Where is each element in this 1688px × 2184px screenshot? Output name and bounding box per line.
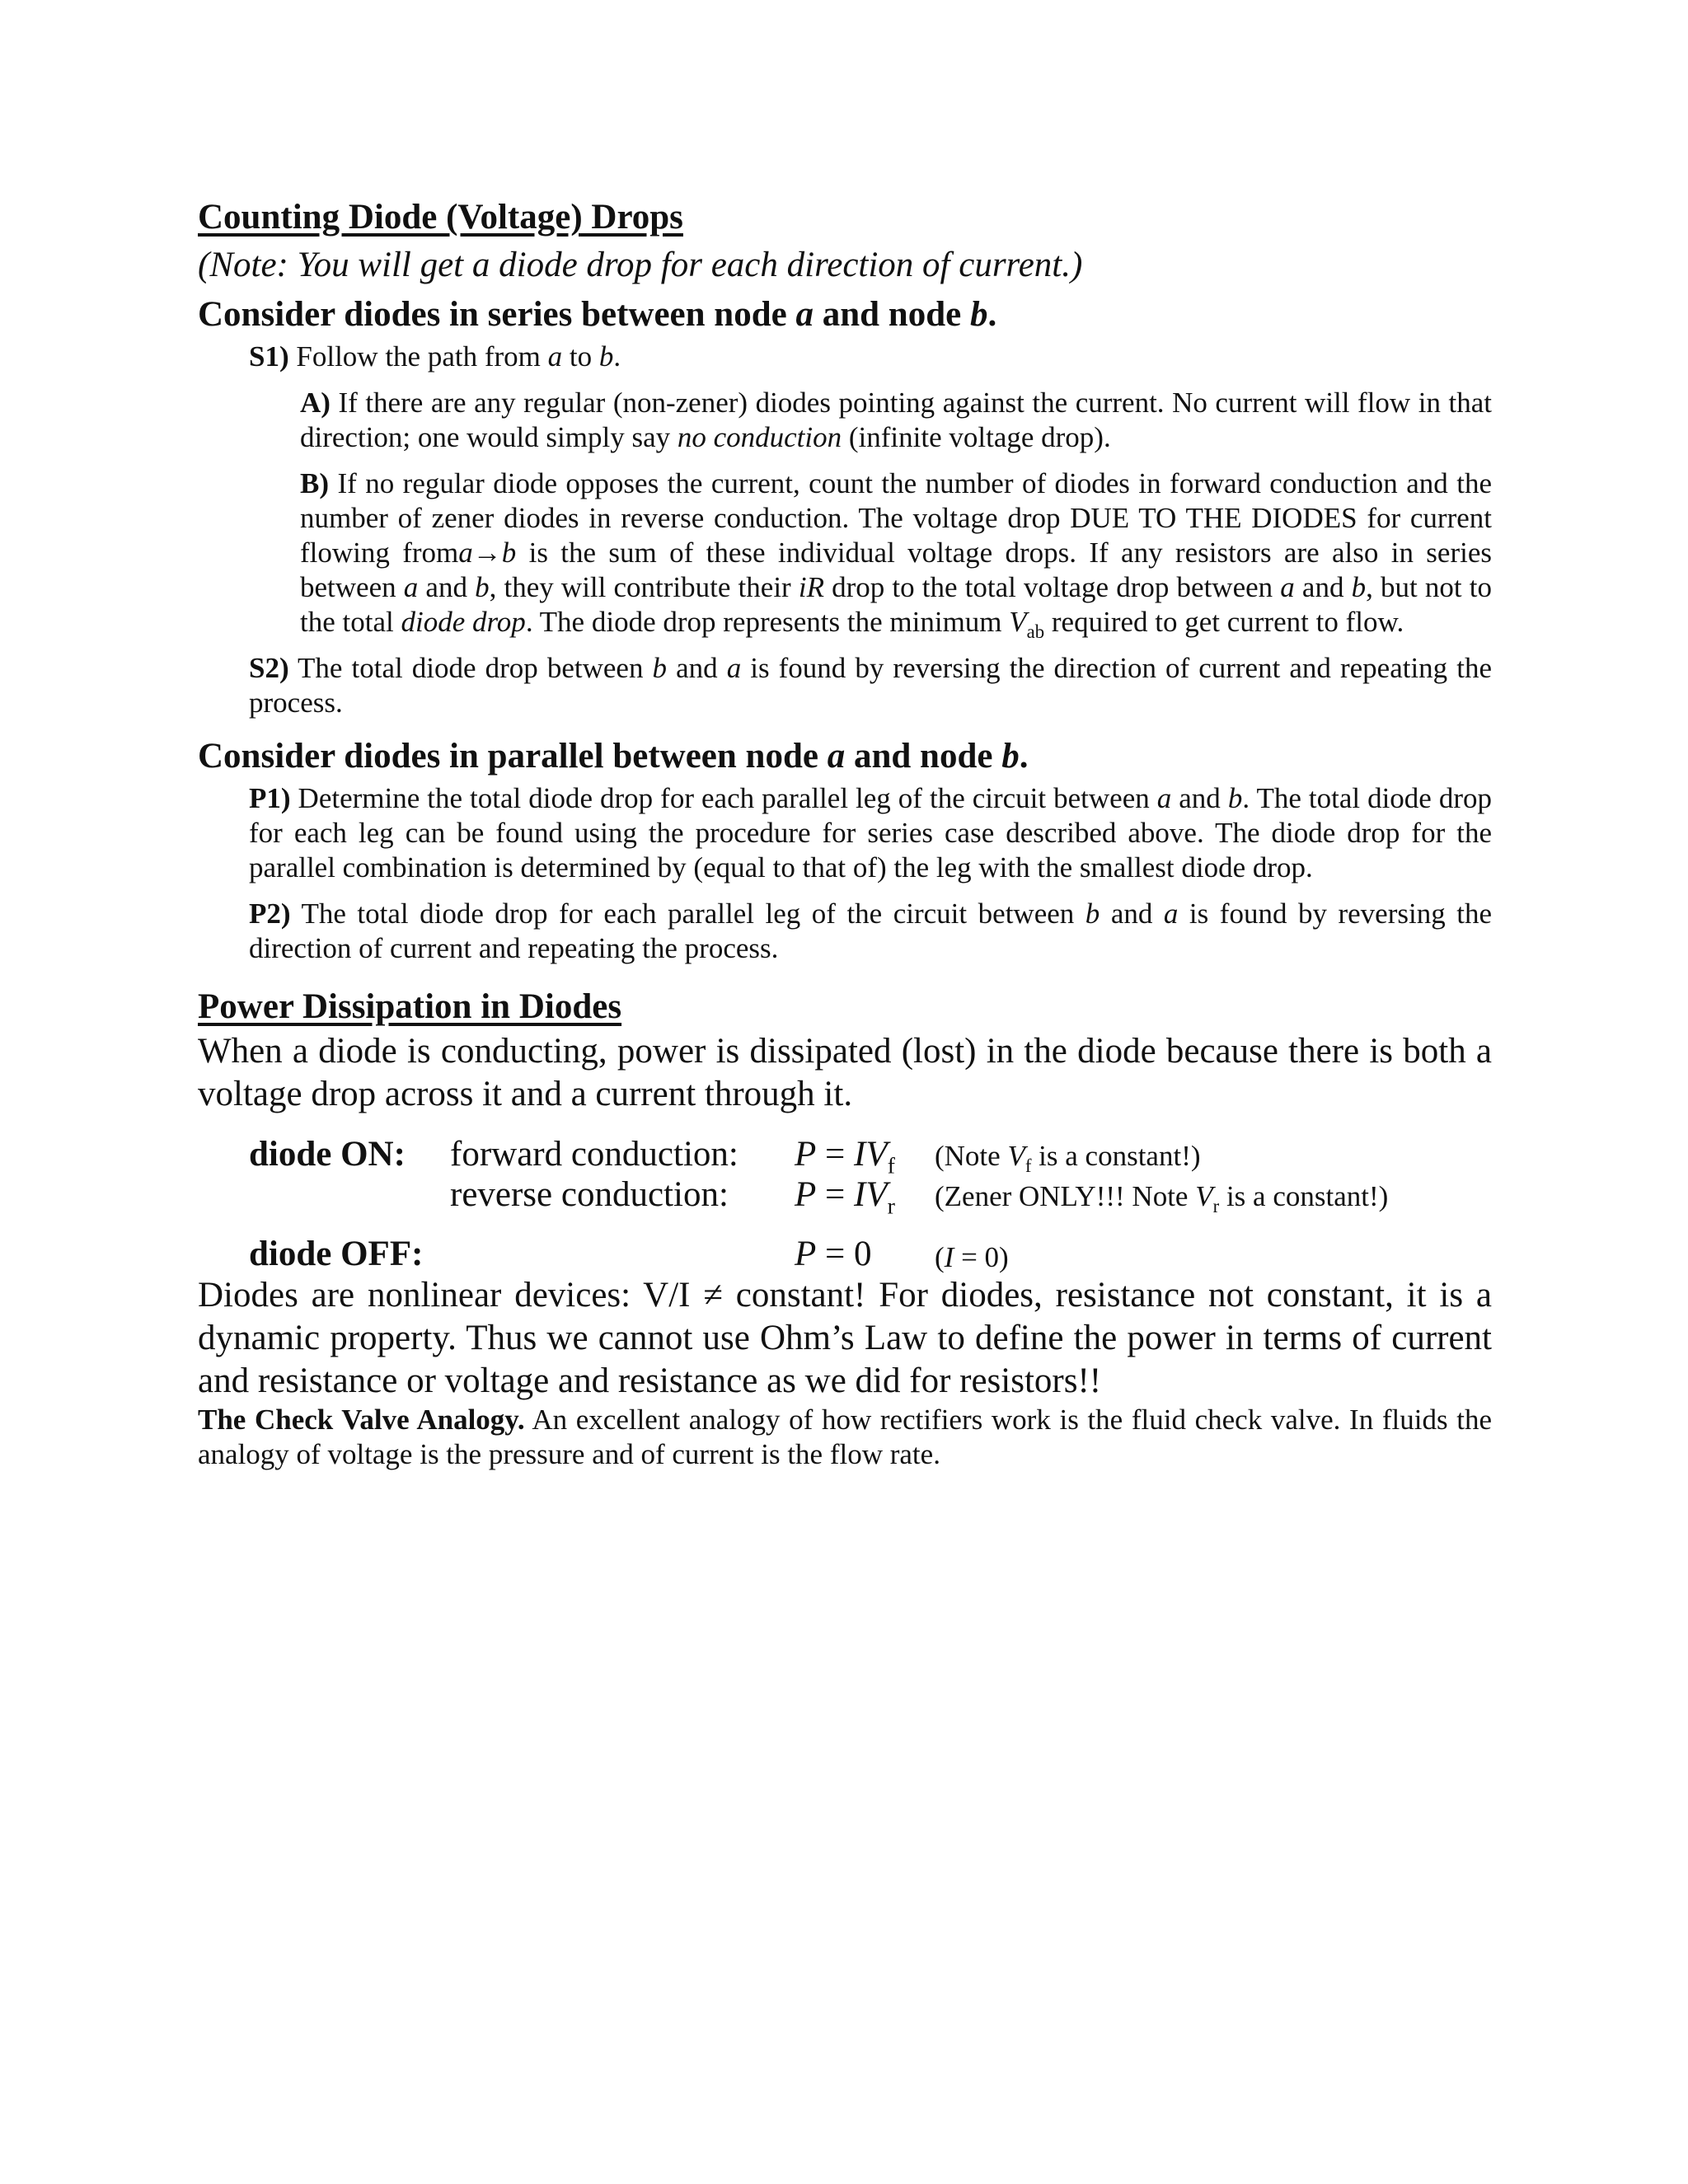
check-valve-paragraph xyxy=(198,1403,1492,1472)
step-label: P1) xyxy=(249,782,291,814)
step-text: is found by reversing the direction of current and repeating the process. xyxy=(249,652,1493,719)
emphasis-no-conduction: no conduction xyxy=(677,421,842,453)
nonlinear-paragraph: Diodes are nonlinear devices: V/I ≠ constant! For diodes, resistance not constant, it is a dynamic property. Thus we cannot use Ohm’s Law to define the power in terms of current and resistance or voltage and resistance as we did for resistors!! xyxy=(198,1276,1492,1400)
step-text: and xyxy=(1294,571,1352,603)
step-text: and xyxy=(418,571,476,603)
node-a: a xyxy=(795,295,814,334)
var-a: a xyxy=(726,652,742,684)
step-label: P2) xyxy=(249,898,291,930)
note-text: is a constant!) xyxy=(1031,1140,1201,1172)
var-a: a xyxy=(547,340,563,373)
step-label: S2) xyxy=(249,652,289,684)
var-v: V xyxy=(865,1175,888,1214)
node-b: b xyxy=(969,295,988,334)
step-b xyxy=(198,466,1492,640)
var-v: V xyxy=(865,1135,888,1174)
diode-on-label: diode ON: xyxy=(249,1135,406,1174)
subscript-r: r xyxy=(1212,1196,1220,1216)
var-i: I xyxy=(854,1175,866,1214)
step-text: If there are any regular (non-zener) diodes pointing against the current. No current will flow in that direction; one would simply say xyxy=(300,387,1492,453)
subscript-f: f xyxy=(887,1153,895,1179)
subscript-r: r xyxy=(887,1193,895,1220)
section-title-counting-diode-drops: Counting Diode (Voltage) Drops xyxy=(198,198,683,237)
var-a: a xyxy=(1156,782,1172,814)
step-text: required to get current to flow. xyxy=(1044,606,1404,638)
note-diode-drop-direction: (Note: You will get a diode drop for each direction of current.) xyxy=(198,246,1083,284)
step-text: , they will contribute their xyxy=(489,571,799,603)
note-text: (Note xyxy=(935,1140,1008,1172)
note-text: (Zener ONLY!!! Note xyxy=(935,1180,1196,1212)
var-a: a xyxy=(1280,571,1295,603)
heading-text: Consider diodes in series between node xyxy=(198,295,796,334)
heading-text: and node xyxy=(813,295,970,334)
section-title-power-dissipation: Power Dissipation in Diodes xyxy=(198,987,622,1026)
var-b: b xyxy=(1227,782,1243,814)
heading-text: and node xyxy=(845,737,1002,776)
node-b: b xyxy=(1001,737,1020,776)
step-text: . The diode drop represents the minimum xyxy=(525,606,1010,638)
var-p: P xyxy=(795,1235,817,1273)
var-p: P xyxy=(795,1175,817,1214)
step-p2 xyxy=(198,897,1492,966)
reverse-note xyxy=(935,1174,1388,1215)
step-text: to xyxy=(562,340,599,373)
forward-equation xyxy=(795,1134,935,1179)
var-v: V xyxy=(1195,1180,1213,1212)
note-text: ( xyxy=(935,1241,945,1273)
node-a: a xyxy=(827,737,846,776)
emphasis-diode-drop: diode drop xyxy=(401,606,526,638)
step-text: and xyxy=(667,652,727,684)
off-equation xyxy=(795,1215,935,1274)
reverse-conduction-label: reverse conduction: xyxy=(450,1175,729,1214)
equation-row-off xyxy=(249,1215,1388,1274)
subscript-ab: ab xyxy=(1026,621,1045,642)
var-i: I xyxy=(854,1135,866,1174)
equation-row-forward xyxy=(249,1134,1388,1174)
reverse-equation xyxy=(795,1174,935,1220)
step-text: The total diode drop between xyxy=(288,652,653,684)
diode-off-label: diode OFF: xyxy=(249,1235,424,1273)
equals: = xyxy=(816,1175,855,1214)
step-text: and xyxy=(1171,782,1228,814)
var-ir: iR xyxy=(798,571,824,603)
var-v: V xyxy=(1007,1140,1025,1172)
step-text: The total diode drop for each parallel leg of the circuit between xyxy=(290,898,1085,930)
empty-cell xyxy=(450,1215,795,1274)
step-text: , but not to the total xyxy=(300,571,1492,638)
step-text: . The total diode drop for each leg can be found using the procedure for series case described above. The diode drop for the parallel combination is determined by (equal to that of) the leg with the smallest diode drop. xyxy=(249,782,1493,883)
var-b: b xyxy=(652,652,668,684)
power-intro: When a diode is conducting, power is dissipated (lost) in the diode because there is both a voltage drop across it and a current through it. xyxy=(198,1032,1492,1113)
heading-series-diodes xyxy=(198,290,1492,340)
var-b: b xyxy=(1351,571,1367,603)
var-b: b xyxy=(1085,898,1100,930)
step-text: . xyxy=(613,340,621,373)
step-s1 xyxy=(198,340,1492,374)
step-text: If no regular diode opposes the current, count the number of diodes in forward conduction and the number of zener diodes in reverse conduction. The voltage drop DUE TO THE DIODES for current flowing from xyxy=(300,467,1492,569)
var-b: b xyxy=(475,571,490,603)
step-text: is found by reversing the direction of current and repeating the process. xyxy=(249,898,1492,964)
empty-cell xyxy=(249,1174,450,1215)
equals: = xyxy=(816,1135,855,1174)
heading-text: . xyxy=(1019,737,1029,776)
var-b: b xyxy=(598,340,614,373)
step-text: is the sum of these individual voltage drops. If any resistors are also in series between xyxy=(300,537,1492,603)
forward-conduction-label: forward conduction: xyxy=(450,1135,738,1174)
var-p: P xyxy=(795,1135,817,1174)
equals-zero: = 0 xyxy=(816,1235,872,1273)
step-text: (infinite voltage drop). xyxy=(842,421,1111,453)
step-text: and xyxy=(1100,898,1164,930)
equation-row-reverse xyxy=(249,1174,1388,1215)
step-label: S1) xyxy=(249,340,289,373)
check-valve-label: The Check Valve Analogy. xyxy=(198,1404,525,1436)
heading-text: . xyxy=(987,295,997,334)
step-text: Determine the total diode drop for each parallel leg of the circuit between xyxy=(290,782,1157,814)
step-a xyxy=(198,386,1492,455)
step-text: Follow the path from xyxy=(288,340,548,373)
document-page xyxy=(198,194,1492,1472)
note-text: is a constant!) xyxy=(1219,1180,1389,1212)
forward-note xyxy=(935,1134,1388,1174)
note-text: = 0) xyxy=(954,1241,1009,1273)
heading-text: Consider diodes in parallel between node xyxy=(198,737,828,776)
heading-parallel-diodes xyxy=(198,732,1492,781)
step-label: A) xyxy=(300,387,331,419)
check-valve-text: An excellent analogy of how rectifiers work is the fluid check valve. In fluids the analogy of voltage is the pressure and of current is the flow rate. xyxy=(198,1404,1492,1470)
step-p1 xyxy=(198,781,1492,885)
var-a: a xyxy=(1163,898,1179,930)
path-a-to-b: a→b xyxy=(458,537,517,569)
power-equations xyxy=(249,1134,1388,1274)
var-i: I xyxy=(944,1241,954,1273)
step-s2 xyxy=(198,651,1492,720)
var-v: V xyxy=(1009,606,1027,638)
step-label: B) xyxy=(300,467,329,499)
step-text: drop to the total voltage drop between xyxy=(823,571,1281,603)
subscript-f: f xyxy=(1025,1155,1032,1176)
off-note xyxy=(935,1215,1388,1274)
var-a: a xyxy=(403,571,419,603)
